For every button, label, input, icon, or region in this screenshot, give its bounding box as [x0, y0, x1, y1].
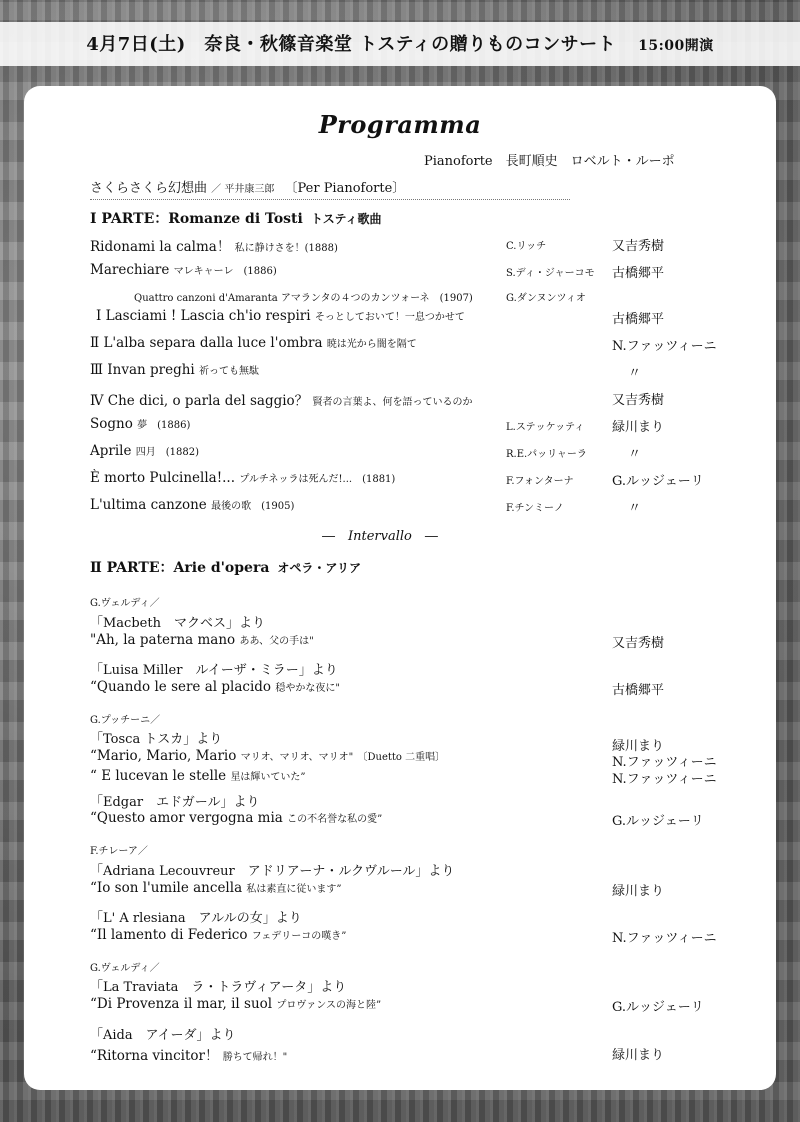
- aria-line: [90, 810, 382, 826]
- start-time: 15:00開演: [638, 38, 714, 54]
- opening-piece: [90, 177, 405, 196]
- opera-title: 「Luisa Miller ルイーザ・ミラー」より: [90, 663, 338, 678]
- performer-name: 緑川まり: [612, 420, 665, 435]
- song-subtitle: 夢 (1886): [137, 420, 191, 431]
- list-item: [90, 335, 417, 351]
- composer-heading: G.ヴェルディ／: [90, 963, 160, 974]
- aria-subtitle: 勝ちて帰れ！": [222, 1052, 288, 1063]
- song-subtitle: 四月 (1882): [135, 447, 200, 458]
- list-item: [90, 497, 294, 513]
- intermission-label: ― Intervallo ―: [322, 529, 438, 544]
- opera-title: 「Macbeth マクベス」より: [90, 616, 265, 631]
- aria-title: “Di Provenza il mar, il suol: [90, 996, 273, 1012]
- song-subtitle: 私に静けさを！(1888): [234, 243, 338, 254]
- aria-subtitle: この不名誉な私の愛”: [287, 814, 383, 825]
- performer-name: 又吉秀樹: [612, 636, 665, 651]
- song-title: Ⅰ Lasciami ! Lascia ch'io respiri: [96, 308, 311, 324]
- poet-name: C.リッチ: [506, 241, 547, 252]
- aria-title: “Quando le sere al placido: [90, 679, 272, 695]
- performer-name: N.ファッツィーニ: [612, 772, 717, 787]
- aria-subtitle: 私は素直に従います”: [246, 884, 342, 895]
- aria-line: [90, 996, 381, 1012]
- song-subtitle: 暁は光から闇を隔て: [326, 339, 417, 350]
- list-item: [90, 389, 472, 409]
- performer-name: N.ファッツィーニ: [612, 931, 717, 946]
- performer-name: 〃: [628, 366, 642, 381]
- aria-title: “Ritorna vincitor！: [90, 1048, 219, 1064]
- list-item: [90, 362, 259, 378]
- aria-line: [90, 748, 445, 764]
- aria-subtitle: マリオ、マリオ、マリオ": [240, 752, 354, 763]
- song-title: Ⅱ L'alba separa dalla luce l'ombra: [90, 335, 323, 351]
- aria-title: "Ah, la paterna mano: [90, 632, 236, 648]
- part2-heading: [90, 557, 361, 577]
- poet-name: F.フォンターナ: [506, 476, 574, 487]
- aria-subtitle: 穏やかな夜に": [275, 683, 340, 694]
- amaranta-set-title: Quattro canzoni d'Amaranta アマランタの４つのカンツォーネ (1907): [134, 293, 473, 304]
- list-item: [90, 235, 338, 255]
- opening-note: 〔Per Pianoforte〕: [284, 181, 406, 196]
- performer-name: 緑川まり: [612, 1048, 665, 1063]
- performer-name: 〃: [628, 501, 642, 516]
- composer-heading: G.ヴェルディ／: [90, 598, 160, 609]
- list-item: [90, 443, 199, 459]
- performer-name: 又吉秀樹: [612, 393, 665, 408]
- opening-title: さくらさくら幻想曲: [90, 181, 208, 196]
- song-title: È morto Pulcinella!...: [90, 470, 236, 486]
- song-subtitle: 賢者の言葉よ、何を語っているのか: [312, 397, 473, 408]
- composer-heading: F.チレーア／: [90, 846, 148, 857]
- song-title: Aprile: [90, 443, 132, 459]
- performer-name: G.ルッジェーリ: [612, 814, 704, 829]
- performer-name: 又吉秀樹: [612, 239, 665, 254]
- part2-heading-title: Ⅱ PARTE：Arie d'opera: [90, 560, 270, 576]
- list-item: [90, 262, 277, 278]
- opening-composer: ／ 平井康三郎: [211, 184, 275, 195]
- aria-line: [90, 880, 342, 896]
- opera-title: 「Edgar エドガール」より: [90, 795, 260, 810]
- event-header: [0, 30, 800, 56]
- aria-line: [90, 679, 340, 695]
- list-item: [90, 416, 190, 432]
- composer-heading: G.プッチーニ／: [90, 715, 161, 726]
- song-subtitle: マレキャーレ (1886): [173, 266, 277, 277]
- aria-subtitle: ああ、父の手は": [239, 636, 314, 647]
- poet-name: F.チンミーノ: [506, 503, 564, 514]
- poet-name: R.E.パッリャーラ: [506, 449, 587, 460]
- aria-title: “Questo amor vergogna mia: [90, 810, 283, 826]
- aria-subtitle: フェデリーコの嘆き”: [251, 931, 347, 942]
- performer-name: G.ルッジェーリ: [612, 474, 704, 489]
- dotted-divider: [90, 199, 570, 200]
- song-title: Ⅳ Che dici, o parla del saggio？: [90, 393, 309, 409]
- opera-title: 「Aida アイーダ」より: [90, 1028, 236, 1043]
- song-title: Ⅲ Invan preghi: [90, 362, 195, 378]
- aria-subtitle: 星は輝いていた”: [230, 772, 306, 783]
- song-subtitle: そっとしておいて！一息つかせて: [314, 312, 465, 323]
- performer-name: 〃: [628, 447, 642, 462]
- poet-name: L.ステッケッティ: [506, 422, 585, 433]
- opera-title: 「Tosca トスカ」より: [90, 732, 223, 747]
- part1-heading-jp: トスティ歌曲: [310, 212, 382, 226]
- opera-title: 「La Traviata ラ・トラヴィアータ」より: [90, 980, 347, 995]
- performer-name: N.ファッツィーニ: [612, 755, 717, 770]
- aria-title: “Mario, Mario, Mario: [90, 748, 237, 764]
- aria-title: “ E lucevan le stelle: [90, 768, 227, 784]
- opera-title: 「Adriana Lecouvreur アドリアーナ・ルクヴルール」より: [90, 864, 455, 879]
- aria-title: “Il lamento di Federico: [90, 927, 248, 943]
- programme-title: Programma: [318, 110, 482, 139]
- aria-line: [90, 1044, 287, 1064]
- performer-name: 古橋郷平: [612, 266, 665, 281]
- part2-heading-jp: オペラ・アリア: [277, 561, 361, 575]
- performer-name: G.ルッジェーリ: [612, 1000, 704, 1015]
- song-subtitle: プルチネッラは死んだ!... (1881): [239, 474, 396, 485]
- song-title: L'ultima canzone: [90, 497, 207, 513]
- list-item: [96, 308, 465, 324]
- song-title: Marechiare: [90, 262, 170, 278]
- aria-line: [90, 768, 306, 784]
- performer-name: N.ファッツィーニ: [612, 339, 717, 354]
- part1-heading-title: Ⅰ PARTE：Romanze di Tosti: [90, 211, 303, 227]
- pianoforte-credit: Pianoforte 長町順史 ロベルト・ルーポ: [424, 154, 675, 169]
- aria-line: [90, 927, 346, 943]
- song-title: Ridonami la calma！: [90, 239, 231, 255]
- song-subtitle: 最後の歌 (1905): [211, 501, 295, 512]
- poet-name: G.ダンヌンツィオ: [506, 293, 586, 304]
- part1-heading: [90, 208, 382, 228]
- event-title: 4月7日(土) 奈良・秋篠音楽堂 トスティの贈りものコンサート: [86, 34, 617, 55]
- aria-title: “Io son l'umile ancella: [90, 880, 243, 896]
- performer-name: 古橋郷平: [612, 683, 665, 698]
- song-title: Sogno: [90, 416, 133, 432]
- duet-note: 〔Duetto 二重唱〕: [357, 752, 446, 763]
- performer-name: 古橋郷平: [612, 312, 665, 327]
- poet-name: S.ディ・ジャーコモ: [506, 268, 595, 279]
- aria-line: [90, 632, 314, 648]
- performer-name: 緑川まり: [612, 884, 665, 899]
- song-subtitle: 祈っても無駄: [199, 366, 260, 377]
- performer-name: 緑川まり: [612, 739, 665, 754]
- opera-title: 「L' A rlesiana アルルの女」より: [90, 911, 302, 926]
- list-item: [90, 470, 395, 486]
- aria-subtitle: プロヴァンスの海と陸”: [276, 1000, 382, 1011]
